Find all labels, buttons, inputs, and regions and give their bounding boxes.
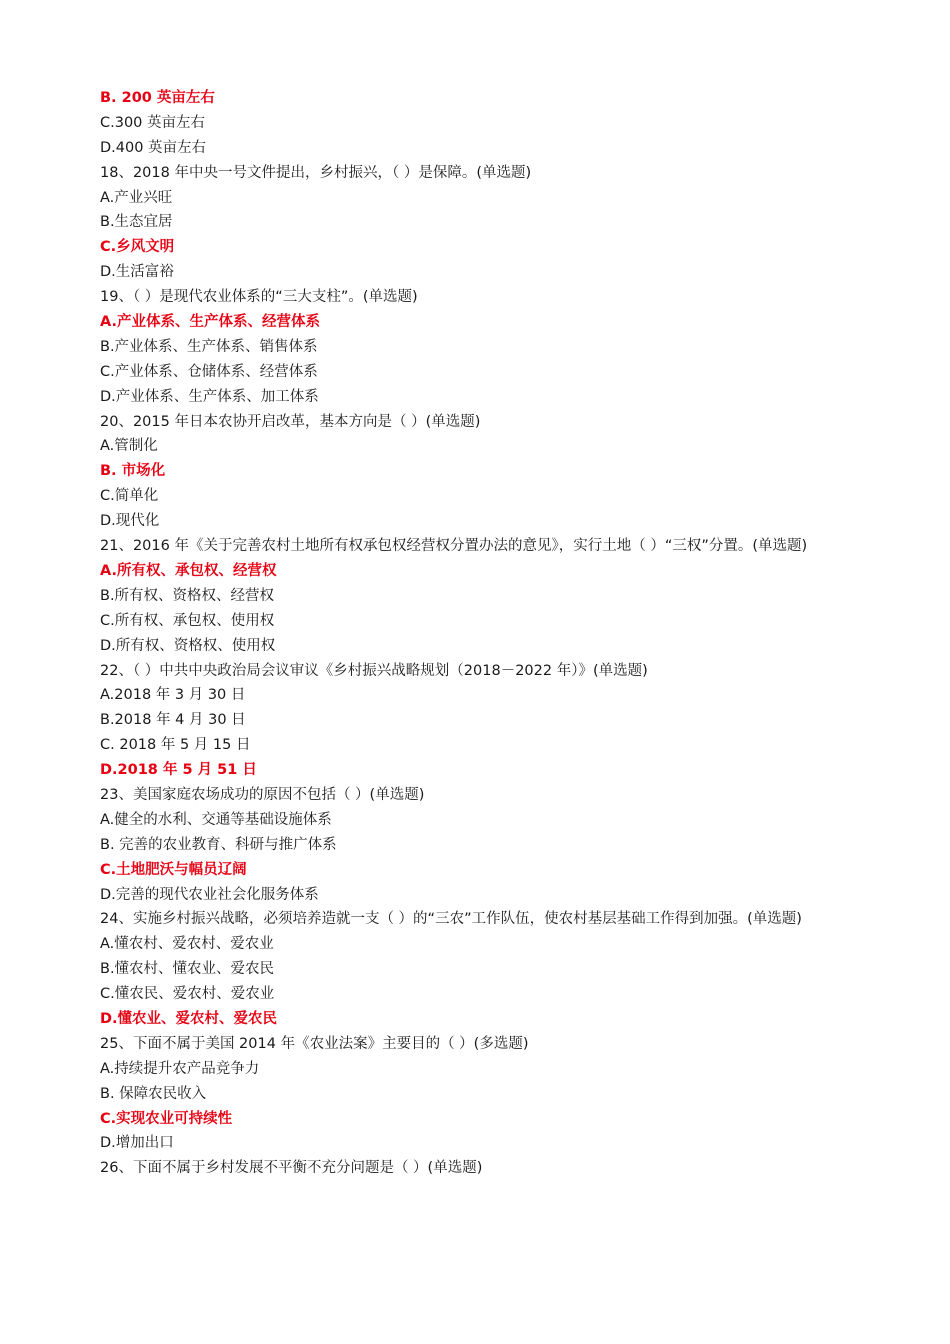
answer-option-correct: C.土地肥沃与幅员辽阔 — [100, 861, 247, 878]
question-text: 19、（ ）是现代农业体系的“三大支柱”。(单选题) — [100, 289, 418, 306]
answer-option: B.所有权、资格权、经营权 — [100, 587, 275, 604]
answer-option: C. 2018 年 5 月 15 日 — [100, 737, 251, 754]
answer-option-correct: C.实现农业可持续性 — [100, 1110, 233, 1127]
answer-option: C.产业体系、仓储体系、经营体系 — [100, 363, 318, 380]
answer-option: A.懂农村、爱农村、爱农业 — [100, 936, 274, 953]
answer-option: D.完善的现代农业社会化服务体系 — [100, 886, 319, 903]
answer-option: C.300 英亩左右 — [100, 114, 206, 131]
answer-option-correct: A.产业体系、生产体系、经营体系 — [100, 314, 320, 331]
question-text: 20、2015 年日本农协开启改革，基本方向是（ ）(单选题) — [100, 413, 481, 430]
answer-option: D.400 英亩左右 — [100, 139, 207, 156]
question-text: 18、2018 年中央一号文件提出，乡村振兴，（ ）是保障。(单选题) — [100, 164, 532, 181]
answer-option-correct: A.所有权、承包权、经营权 — [100, 562, 277, 579]
answer-option: D.现代化 — [100, 513, 160, 530]
answer-option: D.所有权、资格权、使用权 — [100, 637, 276, 654]
answer-option-correct: D.2018 年 5 月 51 日 — [100, 762, 257, 779]
answer-option: A.管制化 — [100, 438, 158, 455]
answer-option: A.产业兴旺 — [100, 189, 173, 206]
answer-option: D.增加出口 — [100, 1135, 174, 1152]
question-text: 25、下面不属于美国 2014 年《农业法案》主要目的（ ）(多选题) — [100, 1035, 529, 1052]
answer-option: C.懂农民、爱农村、爱农业 — [100, 986, 275, 1003]
question-text: 23、美国家庭农场成功的原因不包括（ ）(单选题) — [100, 786, 425, 803]
answer-option: B. 完善的农业教育、科研与推广体系 — [100, 836, 337, 853]
document-page — [100, 86, 860, 1181]
answer-option: D.生活富裕 — [100, 264, 174, 281]
answer-option-correct: D.懂农业、爱农村、爱农民 — [100, 1010, 278, 1027]
answer-option: B.懂农村、懂农业、爱农民 — [100, 961, 275, 978]
answer-option: A.2018 年 3 月 30 日 — [100, 687, 246, 704]
answer-option: A.持续提升农产品竞争力 — [100, 1060, 260, 1077]
answer-option-correct: B. 市场化 — [100, 463, 166, 480]
answer-option: D.产业体系、生产体系、加工体系 — [100, 388, 319, 405]
answer-option: B.生态宜居 — [100, 214, 173, 231]
answer-option: B.产业体系、生产体系、销售体系 — [100, 338, 318, 355]
answer-option-correct: B. 200 英亩左右 — [100, 90, 215, 106]
answer-option-correct: C.乡风文明 — [100, 239, 175, 256]
answer-option: B.2018 年 4 月 30 日 — [100, 712, 246, 729]
question-text: 26、下面不属于乡村发展不平衡不充分问题是（ ）(单选题) — [100, 1160, 483, 1177]
answer-option: A.健全的水利、交通等基础设施体系 — [100, 811, 332, 828]
answer-option: B. 保障农民收入 — [100, 1085, 207, 1102]
answer-option: C.简单化 — [100, 488, 159, 505]
question-text: 24、实施乡村振兴战略，必须培养造就一支（ ）的“三农”工作队伍，使农村基层基础工作得到加强。(单选题) — [100, 911, 802, 928]
question-text: 21、2016 年《关于完善农村土地所有权承包权经营权分置办法的意见》，实行土地（ ）“三权”分置。(单选题) — [100, 538, 808, 555]
question-text: 22、（ ）中共中央政治局会议审议《乡村振兴战略规划（2018－2022 年）》(单选题) — [100, 662, 648, 679]
answer-option: C.所有权、承包权、使用权 — [100, 612, 275, 629]
